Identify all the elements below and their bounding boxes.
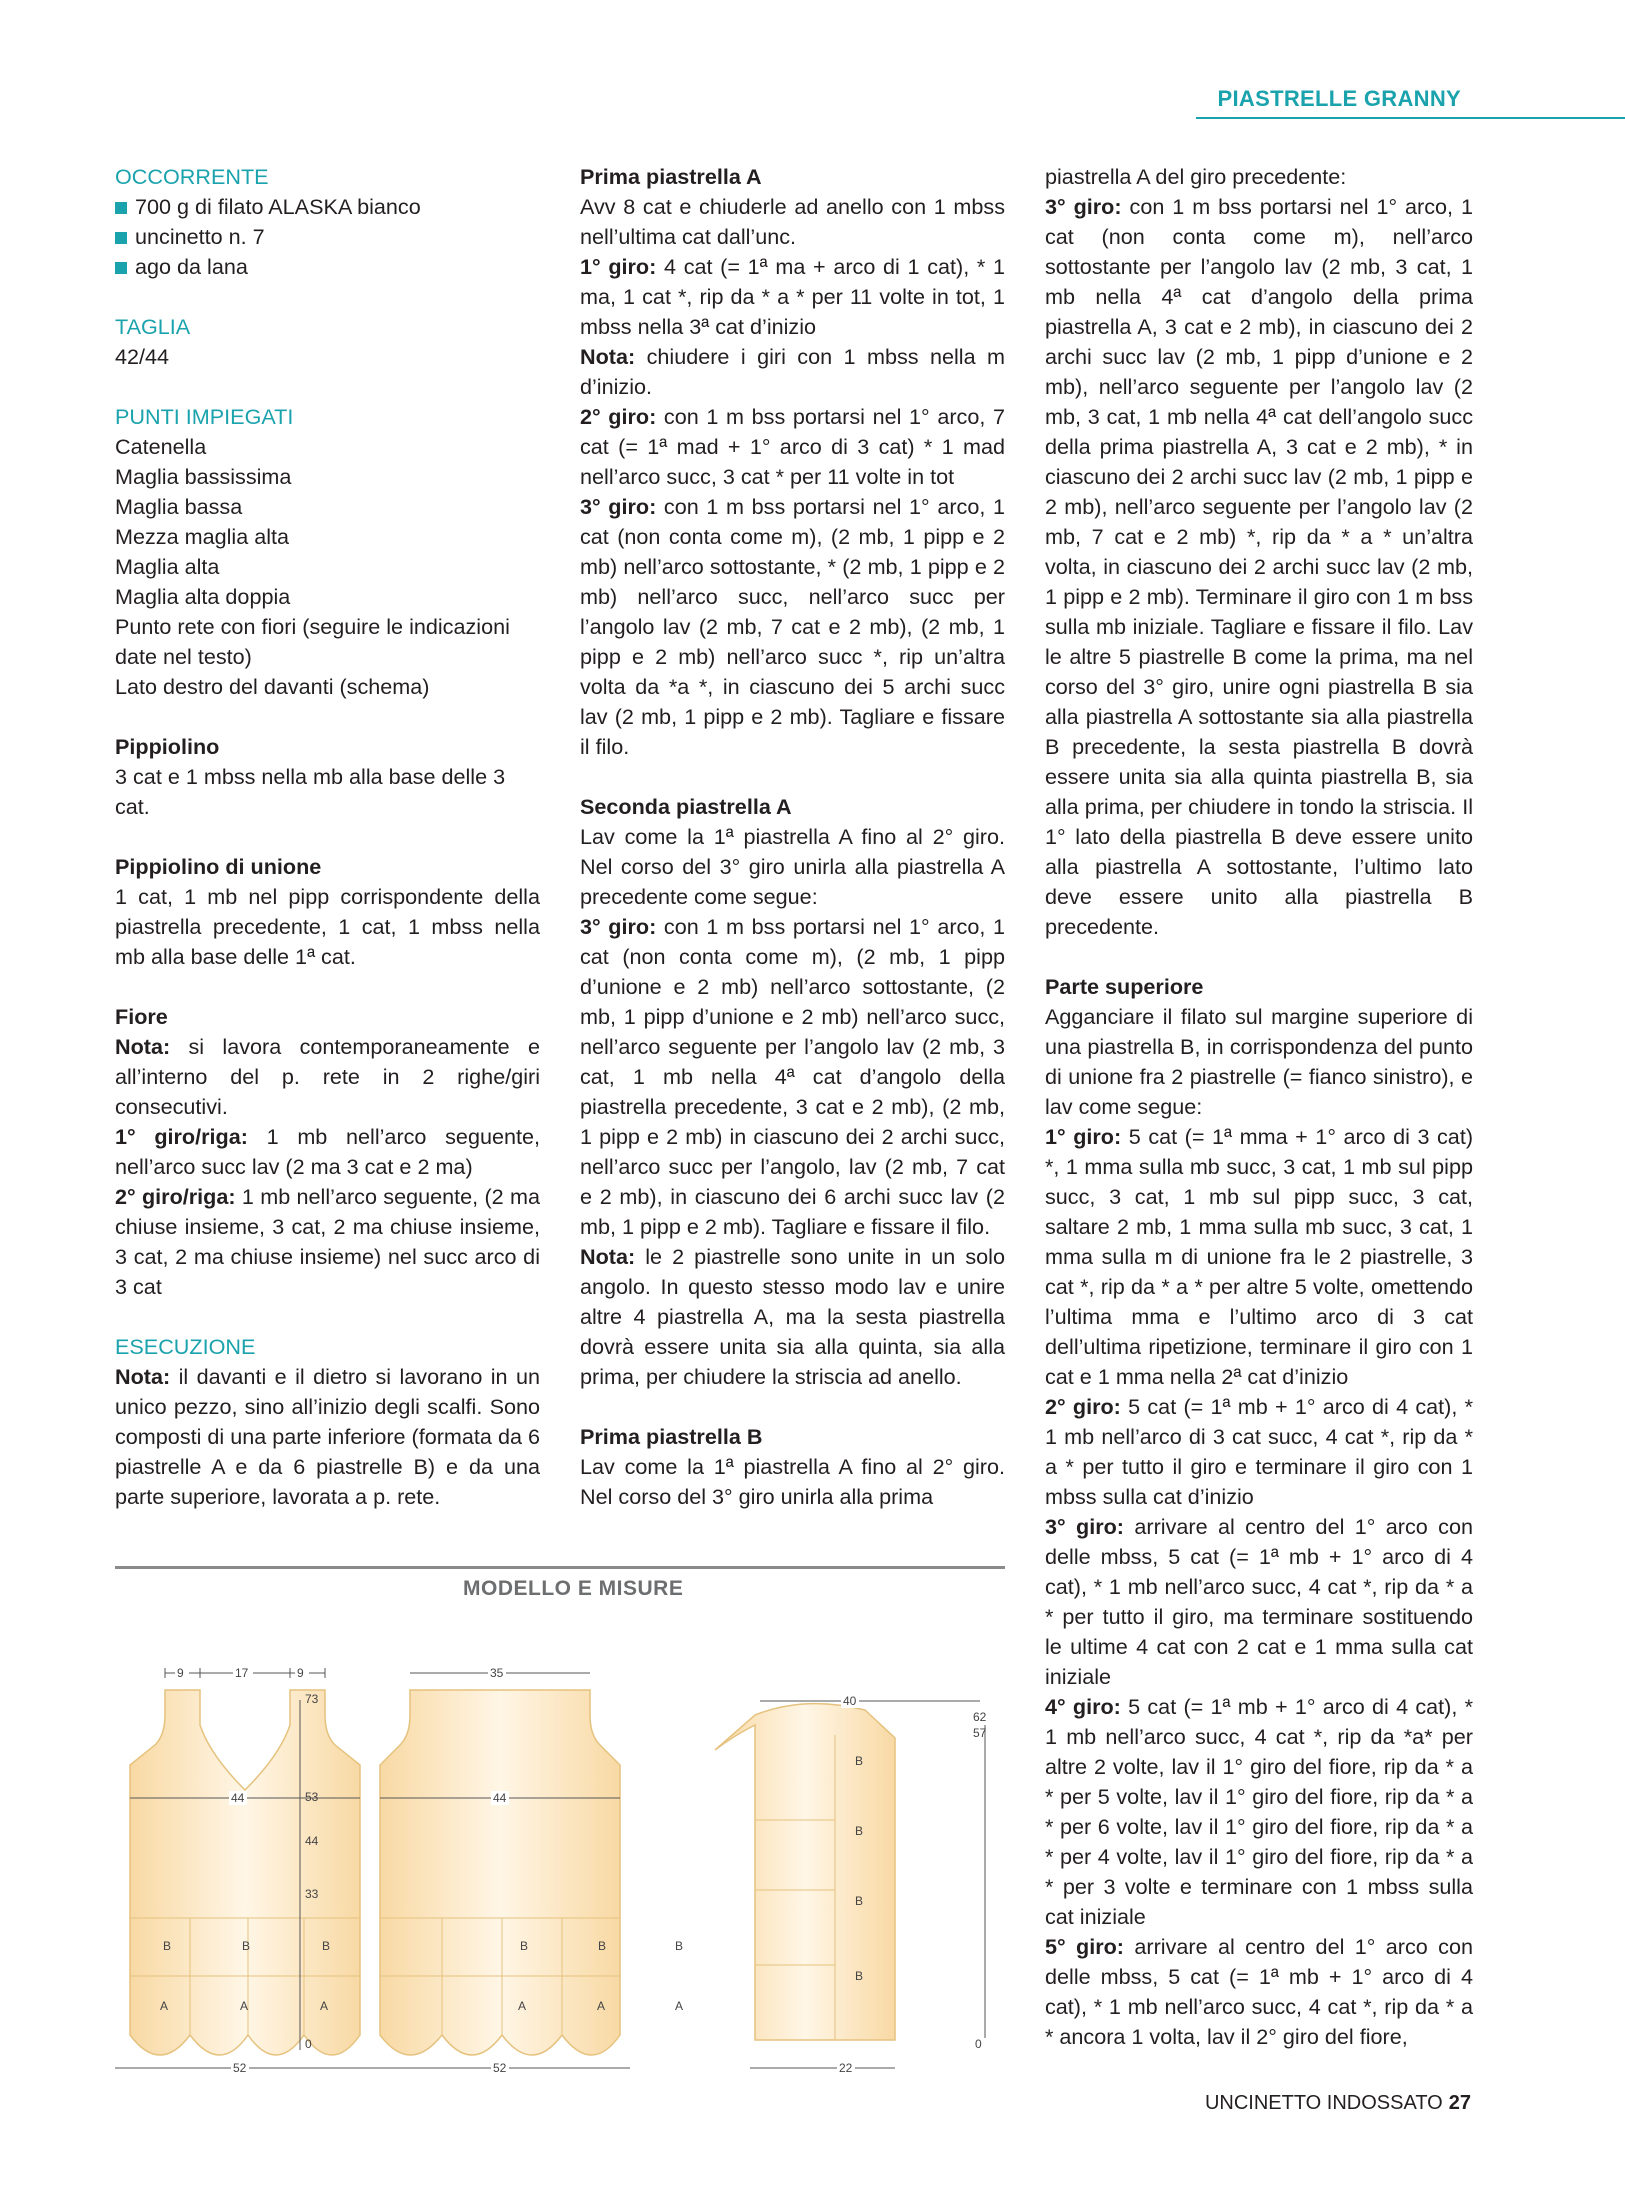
punti-item: Maglia bassa — [115, 494, 243, 519]
height-label: 73 — [305, 1692, 319, 1706]
parte-superiore-heading: Parte superiore — [1045, 974, 1204, 999]
ps-giro-2: 2° giro: 5 cat (= 1ª mb + 1° arco di 4 cat), * 1 mb nell’arco di 3 cat succ, 4 cat *, rip da * a * per tutto il giro e terminare il giro con 1 mbss sulla cat d’inizio — [1045, 1394, 1473, 1509]
occorrente-item: 700 g di filato ALASKA bianco — [115, 192, 540, 222]
punti-item: Maglia alta doppia — [115, 584, 291, 609]
parte-superiore-intro: Agganciare il filato sul margine superiore di una piastrella B, in corrispondenza del punto di unione fra 2 piastrelle (= fianco sinistro), e lav come segue: — [1045, 1004, 1473, 1119]
page-footer — [1205, 2092, 1471, 2115]
taglia-heading: TAGLIA — [115, 314, 191, 339]
tile-label-a: A — [675, 1999, 684, 2013]
page-number: 27 — [1448, 2092, 1471, 2114]
prima-a-giro-2: 2° giro: con 1 m bss portarsi nel 1° arco, 7 cat (= 1ª mad + 1° arco di 3 cat) * 1 mad nell’arco succ, 3 cat * per 11 volte in tot — [580, 404, 1005, 489]
column-2 — [580, 162, 1005, 1512]
prima-piastrella-a-heading: Prima piastrella A — [580, 164, 762, 189]
bullet-icon — [115, 232, 127, 244]
height-label: 33 — [305, 1887, 319, 1901]
model-title: MODELLO E MISURE — [463, 1577, 684, 1600]
tile-label-a: A — [518, 1999, 527, 2013]
tile-label-a: A — [240, 1999, 249, 2013]
prima-a-intro: Avv 8 cat e chiuderle ad anello con 1 mbss nell’ultima cat dall’unc. — [580, 194, 1005, 249]
punti-item: Lato destro del davanti (schema) — [115, 674, 430, 699]
tile-label-b: B — [322, 1939, 331, 1953]
height-label: 53 — [305, 1790, 319, 1804]
punti-item: Maglia bassissima — [115, 464, 292, 489]
tile-label-b: B — [242, 1939, 251, 1953]
seconda-a-nota: Nota: le 2 piastrelle sono unite in un solo angolo. In questo stesso modo lav e unire altre 4 piastrella A, ma la sesta piastrella dovrà essere unita sia alla quinta, sia alla prima, per chiudere la striscia ad anello. — [580, 1244, 1005, 1389]
occorrente-heading: OCCORRENTE — [115, 164, 269, 189]
prima-a-nota: Nota: chiudere i giri con 1 mbss nella m d’inizio. — [580, 344, 1005, 399]
tile-label-b: B — [855, 1824, 864, 1838]
ps-giro-4: 4° giro: 5 cat (= 1ª mb + 1° arco di 4 cat), * 1 mb nell’arco succ, 4 cat *, rip da *a* per altre 2 volte, lav il 1° giro del fiore, rip da * a * per 5 volte, lav il 1° giro del fiore, rip da * a * per 6 volte, lav il 1° giro del fiore, rip da * a * per 4 volte, lav il 1° giro del fiore, rip da * a * per 3 volte e terminare con 1 mbss sulla cat iniziale — [1045, 1694, 1473, 1929]
punti-item: Maglia alta — [115, 554, 220, 579]
bullet-icon — [115, 202, 127, 214]
continuation-text: piastrella A del giro precedente: — [1045, 164, 1347, 189]
back-piece — [375, 1666, 683, 2075]
bullet-icon — [115, 262, 127, 274]
front-piece — [115, 1666, 390, 2075]
tile-label-a: A — [597, 1999, 606, 2013]
fiore-nota: Nota: si lavora contemporaneamente e all’interno del p. rete in 2 righe/giri consecutivi. — [115, 1034, 540, 1119]
tile-label-b: B — [675, 1939, 684, 1953]
sleeve-piece — [715, 1694, 987, 2075]
prima-b-intro: Lav come la 1ª piastrella A fino al 2° giro. Nel corso del 3° giro unirla alla prima — [580, 1454, 1005, 1509]
model-divider — [115, 1566, 1005, 1569]
dim-label: 40 — [843, 1694, 857, 1708]
tile-label-b: B — [598, 1939, 607, 1953]
model-diagram — [105, 1640, 1015, 2080]
tile-label-b: B — [855, 1754, 864, 1768]
ps-giro-3: 3° giro: arrivare al centro del 1° arco con delle mbss, 5 cat (= 1ª mb + 1° arco di 4 cat), * 1 mb nell’arco succ, 4 cat *, rip da * a * per tutto il giro, ma terminare sostituendo le ultime 4 cat con 2 cat e 1 mma sulla cat iniziale — [1045, 1514, 1473, 1689]
header-rule — [1196, 117, 1625, 119]
pippiolino-unione-text: 1 cat, 1 mb nel pipp corrispondente della piastrella precedente, 1 cat, 1 mbss nella mb alla base delle 1ª cat. — [115, 884, 540, 969]
seconda-piastrella-a-heading: Seconda piastrella A — [580, 794, 792, 819]
dim-label: 35 — [490, 1666, 504, 1680]
dim-label: 22 — [839, 2061, 853, 2075]
pippiolino-unione-heading: Pippiolino di unione — [115, 854, 322, 879]
punti-item: Catenella — [115, 434, 207, 459]
esecuzione-heading: ESECUZIONE — [115, 1334, 256, 1359]
dim-label: 44 — [231, 1791, 245, 1805]
tile-label-b: B — [855, 1969, 864, 1983]
height-label: 57 — [973, 1726, 987, 1740]
height-label: 62 — [973, 1710, 987, 1724]
tile-label-b: B — [855, 1894, 864, 1908]
prima-a-giro-3: 3° giro: con 1 m bss portarsi nel 1° arco, 1 cat (non conta come m), (2 mb, 1 pipp e 2 mb) nell’arco sottostante, * (2 mb, 1 pipp e 2 mb) nell’arco succ, nell’arco succ per l’angolo lav (2 mb, 7 cat e 2 mb), (2 mb, 1 pipp e 2 mb) nell’arco succ *, rip un’altra volta da *a *, in ciascuno dei 5 archi succ lav (2 mb, 1 pipp e 2 mb). Tagliare e fissare il filo. — [580, 494, 1005, 759]
dim-label: 9 — [297, 1666, 304, 1680]
prima-b-giro-3: 3° giro: con 1 m bss portarsi nel 1° arco, 1 cat (non conta come m), nell’arco sottostante per l’angolo lav (2 mb, 3 cat, 1 mb nella 4ª cat d’angolo della prima piastrella A, 3 cat e 2 mb), in ciascuno dei 2 archi succ lav (2 mb, 1 pipp d’unione e 2 mb), nell’arco seguente per l’angolo lav (2 mb, 3 cat, 1 mb nella 4ª cat dell’angolo succ della prima piastrella A, 3 cat e 2 mb), * in ciascuno dei 2 archi succ lav (2 mb, 1 pipp e 2 mb), nell’arco seguente per l’angolo lav (2 mb, 7 cat e 2 mb) *, rip da * a * un’altra volta, in ciascuno dei 2 archi succ lav (2 mb, 1 pipp e 2 mb). Terminare il giro con 1 m bss sulla mb iniziale. Tagliare e fissare il filo. Lav le altre 5 piastrelle B come la prima, ma nel corso del 3° giro, unire ogni piastrella B sia alla piastrella A sottostante sia alla piastrella B precedente, la sesta piastrella B dovrà essere unita sia alla quinta piastrella B, sia alla prima, per chiudere in tondo la striscia. Il 1° lato della piastrella B deve essere unito alla piastrella A sottostante, l’ultimo lato deve essere unito alla piastrella B precedente. — [1045, 194, 1473, 939]
tile-label-a: A — [320, 1999, 329, 2013]
occorrente-item: uncinetto n. 7 — [115, 222, 540, 252]
dim-label: 17 — [235, 1666, 249, 1680]
dim-label: 9 — [177, 1666, 184, 1680]
punti-item: Mezza maglia alta — [115, 524, 290, 549]
prima-a-giro-1: 1° giro: 4 cat (= 1ª ma + arco di 1 cat), * 1 ma, 1 cat *, rip da * a * per 11 volte in tot, 1 mbss nella 3ª cat d’inizio — [580, 254, 1005, 339]
dim-label: 52 — [233, 2061, 247, 2075]
height-label: 0 — [305, 2037, 312, 2051]
tile-label-b: B — [520, 1939, 529, 1953]
magazine-name: UNCINETTO INDOSSATO — [1204, 2092, 1443, 2114]
occorrente-item: ago da lana — [115, 252, 540, 282]
taglia-value: 42/44 — [115, 344, 170, 369]
tile-label-b: B — [163, 1939, 172, 1953]
fiore-giro-2: 2° giro/riga: 1 mb nell’arco seguente, (2 ma chiuse insieme, 3 cat, 2 ma chiuse insieme, 3 cat, 2 ma chiuse insieme) nel succ arco di 3 cat — [115, 1184, 540, 1299]
height-label: 44 — [305, 1834, 319, 1848]
height-label: 0 — [975, 2037, 982, 2051]
esecuzione-text: Nota: il davanti e il dietro si lavorano in un unico pezzo, sino all’inizio degli scalfi. Sono composti di una parte inferiore (formata da 6 piastrelle A e da 6 piastrelle B) e da una parte superiore, lavorata a p. rete. — [115, 1364, 540, 1509]
ps-giro-1: 1° giro: 5 cat (= 1ª mma + 1° arco di 3 cat) *, 1 mma sulla mb succ, 3 cat, 1 mb sul pipp succ, 3 cat, 1 mb sul pipp succ, 3 cat, saltare 2 mb, 1 mma sulla mb succ, 3 cat, 1 mma sulla m di unione fra le 2 piastrelle, 3 cat *, rip da * a * per altre 5 volte, omettendo l’ultima mma e l’ultimo arco di 3 cat dell’ultima ripetizione, terminare il giro con 1 cat e 1 mma nella 2ª cat d’inizio — [1045, 1124, 1474, 1389]
fiore-giro-1: 1° giro/riga: 1 mb nell’arco seguente, nell’arco succ lav (2 ma 3 cat e 2 ma) — [115, 1124, 540, 1179]
section-title: PIASTRELLE GRANNY — [1217, 86, 1461, 111]
tile-label-a: A — [160, 1999, 169, 2013]
punti-item: Punto rete con fiori (seguire le indicazioni date nel testo) — [115, 614, 510, 669]
ps-giro-5: 5° giro: arrivare al centro del 1° arco con delle mbss, 5 cat (= 1ª mb + 1° arco di 4 cat), * 1 mb nell’arco succ, 4 cat *, rip da * a * ancora 1 volta, lav il 2° giro del fiore, — [1045, 1934, 1473, 2049]
pippiolino-heading: Pippiolino — [115, 734, 220, 759]
seconda-a-giro-3: 3° giro: con 1 m bss portarsi nel 1° arco, 1 cat (non conta come m), (2 mb, 1 pipp d’unione e 2 mb) nell’arco sottostante, (2 mb, 1 pipp d’unione e 2 mb) nell’arco succ, nell’arco seguente per l’angolo lav (2 mb, 3 cat, 1 mb nella 4ª cat d’angolo della piastrella precedente, 3 cat e 2 mb), (2 mb, 1 pipp e 2 mb) in ciascuno dei 2 archi succ, nell’arco succ per l’angolo, lav (2 mb, 7 cat e 2 mb), in ciascuno dei 6 archi succ lav (2 mb, 1 pipp e 2 mb). Tagliare e fissare il filo. — [580, 914, 1005, 1239]
column-1 — [115, 162, 540, 1512]
punti-heading: PUNTI IMPIEGATI — [115, 404, 294, 429]
column-3 — [1045, 162, 1473, 2052]
dim-label: 44 — [493, 1791, 507, 1805]
pippiolino-text: 3 cat e 1 mbss nella mb alla base delle 3 cat. — [115, 764, 506, 819]
sleeve-outline — [715, 1704, 895, 2040]
dim-label: 52 — [493, 2061, 507, 2075]
prima-piastrella-b-heading: Prima piastrella B — [580, 1424, 763, 1449]
fiore-heading: Fiore — [115, 1004, 168, 1029]
back-outline — [380, 1690, 620, 2055]
seconda-a-intro: Lav come la 1ª piastrella A fino al 2° giro. Nel corso del 3° giro unirla alla piastrella A precedente come segue: — [580, 824, 1005, 909]
